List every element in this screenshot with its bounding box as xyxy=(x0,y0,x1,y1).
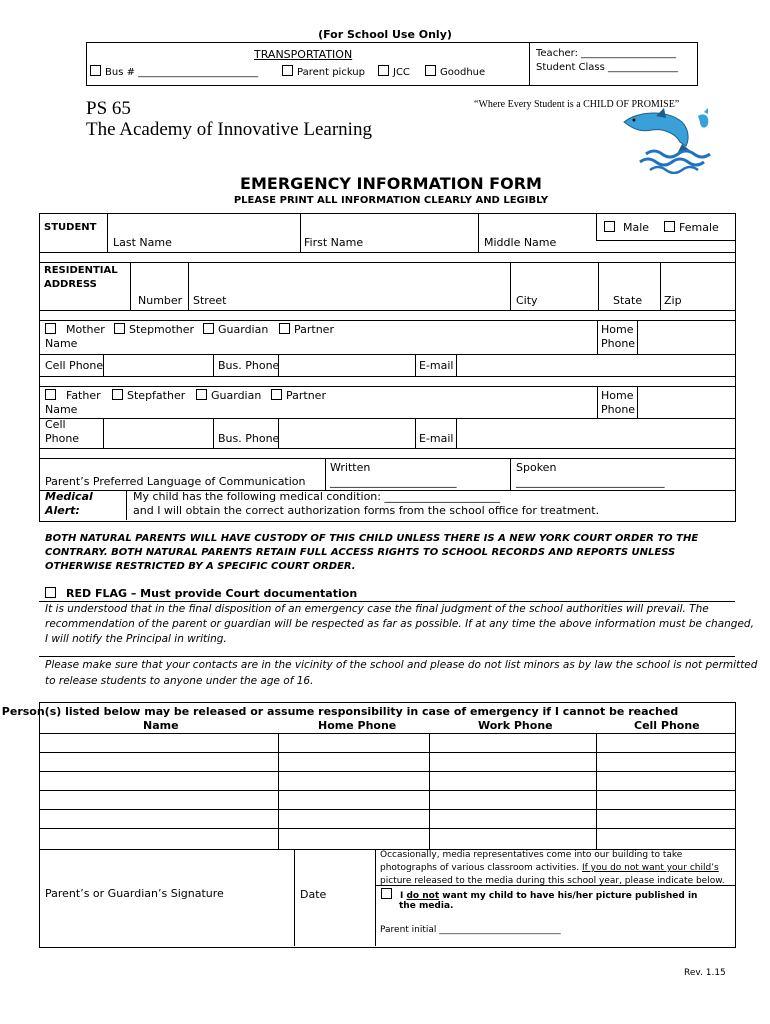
father-partner-option[interactable] xyxy=(271,389,326,402)
school-number: PS 65 xyxy=(86,98,131,119)
student-class-field[interactable]: Student Class ______________ xyxy=(536,62,679,73)
goodhue-label: Goodhue xyxy=(440,67,486,78)
jcc-option[interactable] xyxy=(378,65,410,78)
male-option[interactable] xyxy=(604,221,649,234)
partner-label: Partner xyxy=(294,323,334,336)
custody-line-1: BOTH NATURAL PARENTS WILL HAVE CUSTODY OF THIS CHILD UNLESS THERE IS A NEW YORK COURT ORDER TO THE xyxy=(45,533,699,544)
optout-text-c: want my child to have his/her picture published in xyxy=(439,891,698,901)
mother-guardian-option[interactable] xyxy=(203,323,268,336)
street-field[interactable]: Street xyxy=(193,294,227,307)
media-text-1: Occasionally, media representatives come into our building to take xyxy=(380,850,683,860)
mother-option[interactable] xyxy=(45,323,105,336)
medical-condition-field[interactable]: My child has the following medical condition: _____________________ xyxy=(133,490,500,503)
school-motto: “Where Every Student is a CHILD OF PROMISE” xyxy=(474,99,680,110)
father-option[interactable] xyxy=(45,389,101,402)
stepmother-option[interactable] xyxy=(114,323,194,336)
checkbox-icon[interactable] xyxy=(279,323,290,334)
jcc-label: JCC xyxy=(393,67,410,78)
zip-field[interactable]: Zip xyxy=(664,294,682,307)
mother-bus-phone-field[interactable]: Bus. Phone xyxy=(218,359,280,372)
partner-label: Partner xyxy=(286,389,326,402)
checkbox-icon[interactable] xyxy=(114,323,125,334)
father-guardian-option[interactable] xyxy=(196,389,261,402)
parent-initial-field[interactable]: Parent initial ___________________________ xyxy=(380,925,561,935)
checkbox-icon[interactable] xyxy=(271,389,282,400)
teacher-field[interactable]: Teacher: ___________________ xyxy=(536,48,677,59)
first-name-field[interactable]: First Name xyxy=(304,236,364,249)
father-name-field[interactable]: Name xyxy=(45,403,78,416)
table-row[interactable] xyxy=(39,752,735,753)
revision-label: Rev. 1.15 xyxy=(684,968,726,978)
address-label-1: RESIDENTIAL xyxy=(44,265,118,276)
father-email-field[interactable]: E-mail xyxy=(419,432,454,445)
bus-field[interactable] xyxy=(90,65,258,78)
dolphin-logo-icon xyxy=(616,108,726,174)
checkbox-icon[interactable] xyxy=(425,65,436,76)
female-option[interactable] xyxy=(664,221,719,234)
media-optout-option[interactable] xyxy=(381,888,697,901)
checkbox-icon[interactable] xyxy=(112,389,123,400)
checkbox-icon[interactable] xyxy=(604,221,615,232)
mother-cell-phone-field[interactable]: Cell Phone xyxy=(45,359,104,372)
student-label: STUDENT xyxy=(44,222,97,233)
form-subtitle: PLEASE PRINT ALL INFORMATION CLEARLY AND LEGIBLY xyxy=(233,195,549,206)
custody-line-2: CONTRARY. BOTH NATURAL PARENTS RETAIN FULL ACCESS RIGHTS TO SCHOOL RECORDS AND REPORTS UNLESS xyxy=(45,547,676,558)
medical-authorization-text: and I will obtain the correct authorization forms from the school office for treatment. xyxy=(133,504,600,517)
father-cell-label-1: Cell xyxy=(45,418,66,431)
medical-label-1: Medical xyxy=(45,490,93,503)
custody-line-3: OTHERWISE RESTRICTED BY A SPECIFIC COURT ORDER. xyxy=(45,561,356,572)
transportation-title: TRANSPORTATION xyxy=(254,48,353,61)
optout-text-a: I xyxy=(400,891,407,901)
checkbox-icon[interactable] xyxy=(90,65,101,76)
media-text-2 xyxy=(380,863,719,873)
checkbox-icon[interactable] xyxy=(381,888,392,899)
checkbox-icon[interactable] xyxy=(378,65,389,76)
father-home-label-2: Phone xyxy=(601,403,636,416)
male-label: Male xyxy=(623,221,650,234)
media-text-3: picture released to the media during this school year, please indicate below. xyxy=(380,876,725,886)
contacts-note-line-2: to release students to anyone under the age of 16. xyxy=(45,675,314,687)
school-use-title: (For School Use Only) xyxy=(318,28,452,41)
guardian-label: Guardian xyxy=(218,323,269,336)
mother-partner-option[interactable] xyxy=(279,323,334,336)
stepmother-label: Stepmother xyxy=(129,323,195,336)
father-bus-phone-field[interactable]: Bus. Phone xyxy=(218,432,280,445)
media-text-2a: photographs of various classroom activities. xyxy=(380,863,582,873)
persons-table xyxy=(39,702,736,948)
mother-name-field[interactable]: Name xyxy=(45,337,78,350)
stepfather-label: Stepfather xyxy=(127,389,186,402)
col-home-header: Home Phone xyxy=(318,719,397,732)
address-label-2: ADDRESS xyxy=(44,279,97,290)
father-home-label-1: Home xyxy=(601,389,634,402)
mother-label: Mother xyxy=(66,323,105,336)
parent-signature-field[interactable]: Parent’s or Guardian’s Signature xyxy=(45,887,224,900)
col-work-header: Work Phone xyxy=(478,719,553,732)
understood-line-1: It is understood that in the final disposition of an emergency case the final judgment of the school authorities will prevail. The xyxy=(45,603,709,615)
school-name: The Academy of Innovative Learning xyxy=(86,119,372,140)
state-field[interactable]: State xyxy=(613,294,643,307)
last-name-field[interactable]: Last Name xyxy=(113,236,172,249)
spoken-field[interactable]: ___________________________ xyxy=(516,475,665,488)
mother-email-field[interactable]: E-mail xyxy=(419,359,454,372)
persons-title: Person(s) listed below may be released or assume responsibility in case of emergency if I cannot be reached xyxy=(1,705,679,718)
checkbox-icon[interactable] xyxy=(45,323,56,334)
date-field[interactable]: Date xyxy=(300,888,327,901)
father-label: Father xyxy=(66,389,101,402)
form-title: EMERGENCY INFORMATION FORM xyxy=(240,174,542,193)
mother-home-label-2: Phone xyxy=(601,337,636,350)
middle-name-field[interactable]: Middle Name xyxy=(484,236,557,249)
checkbox-icon[interactable] xyxy=(664,221,675,232)
checkbox-icon[interactable] xyxy=(45,389,56,400)
checkbox-icon[interactable] xyxy=(203,323,214,334)
female-label: Female xyxy=(679,221,719,234)
red-flag-option[interactable] xyxy=(45,587,357,600)
city-field[interactable]: City xyxy=(516,294,538,307)
understood-line-3: I will notify the Principal in writing. xyxy=(45,633,227,645)
father-cell-phone-field[interactable]: Phone xyxy=(45,432,80,445)
stepfather-option[interactable] xyxy=(112,389,185,402)
goodhue-option[interactable] xyxy=(425,65,485,78)
written-label: Written xyxy=(330,461,371,474)
checkbox-icon[interactable] xyxy=(282,65,293,76)
mother-home-label-1: Home xyxy=(601,323,634,336)
contacts-note-line-1: Please make sure that your contacts are in the vicinity of the school and please do not list minors as by law the school is not permitted xyxy=(45,659,758,671)
media-text-2b: If you do not want your child’s xyxy=(581,863,719,873)
table-row[interactable] xyxy=(39,828,735,829)
number-field[interactable]: Number xyxy=(138,294,183,307)
bus-label: Bus # ________________________ xyxy=(105,67,259,78)
language-label: Parent’s Preferred Language of Communication xyxy=(45,475,306,488)
written-field[interactable]: _______________________ xyxy=(330,475,457,488)
red-flag-label: RED FLAG – Must provide Court documentation xyxy=(66,587,358,600)
table-row[interactable] xyxy=(39,771,735,772)
understood-line-2: recommendation of the parent or guardian will be respected as far as possible. If at any time the above information must be changed, xyxy=(45,618,754,630)
col-cell-header: Cell Phone xyxy=(634,719,700,732)
spoken-label: Spoken xyxy=(516,461,557,474)
optout-text-b: do not xyxy=(406,891,440,901)
col-name-header: Name xyxy=(143,719,179,732)
optout-text-d: the media. xyxy=(399,901,454,911)
table-row[interactable] xyxy=(39,809,735,810)
guardian-label: Guardian xyxy=(211,389,262,402)
medical-label-2: Alert: xyxy=(45,504,80,517)
checkbox-icon[interactable] xyxy=(196,389,207,400)
parent-pickup-label: Parent pickup xyxy=(297,67,365,78)
table-row[interactable] xyxy=(39,790,735,791)
checkbox-icon[interactable] xyxy=(45,587,56,598)
parent-pickup-option[interactable] xyxy=(282,65,365,78)
